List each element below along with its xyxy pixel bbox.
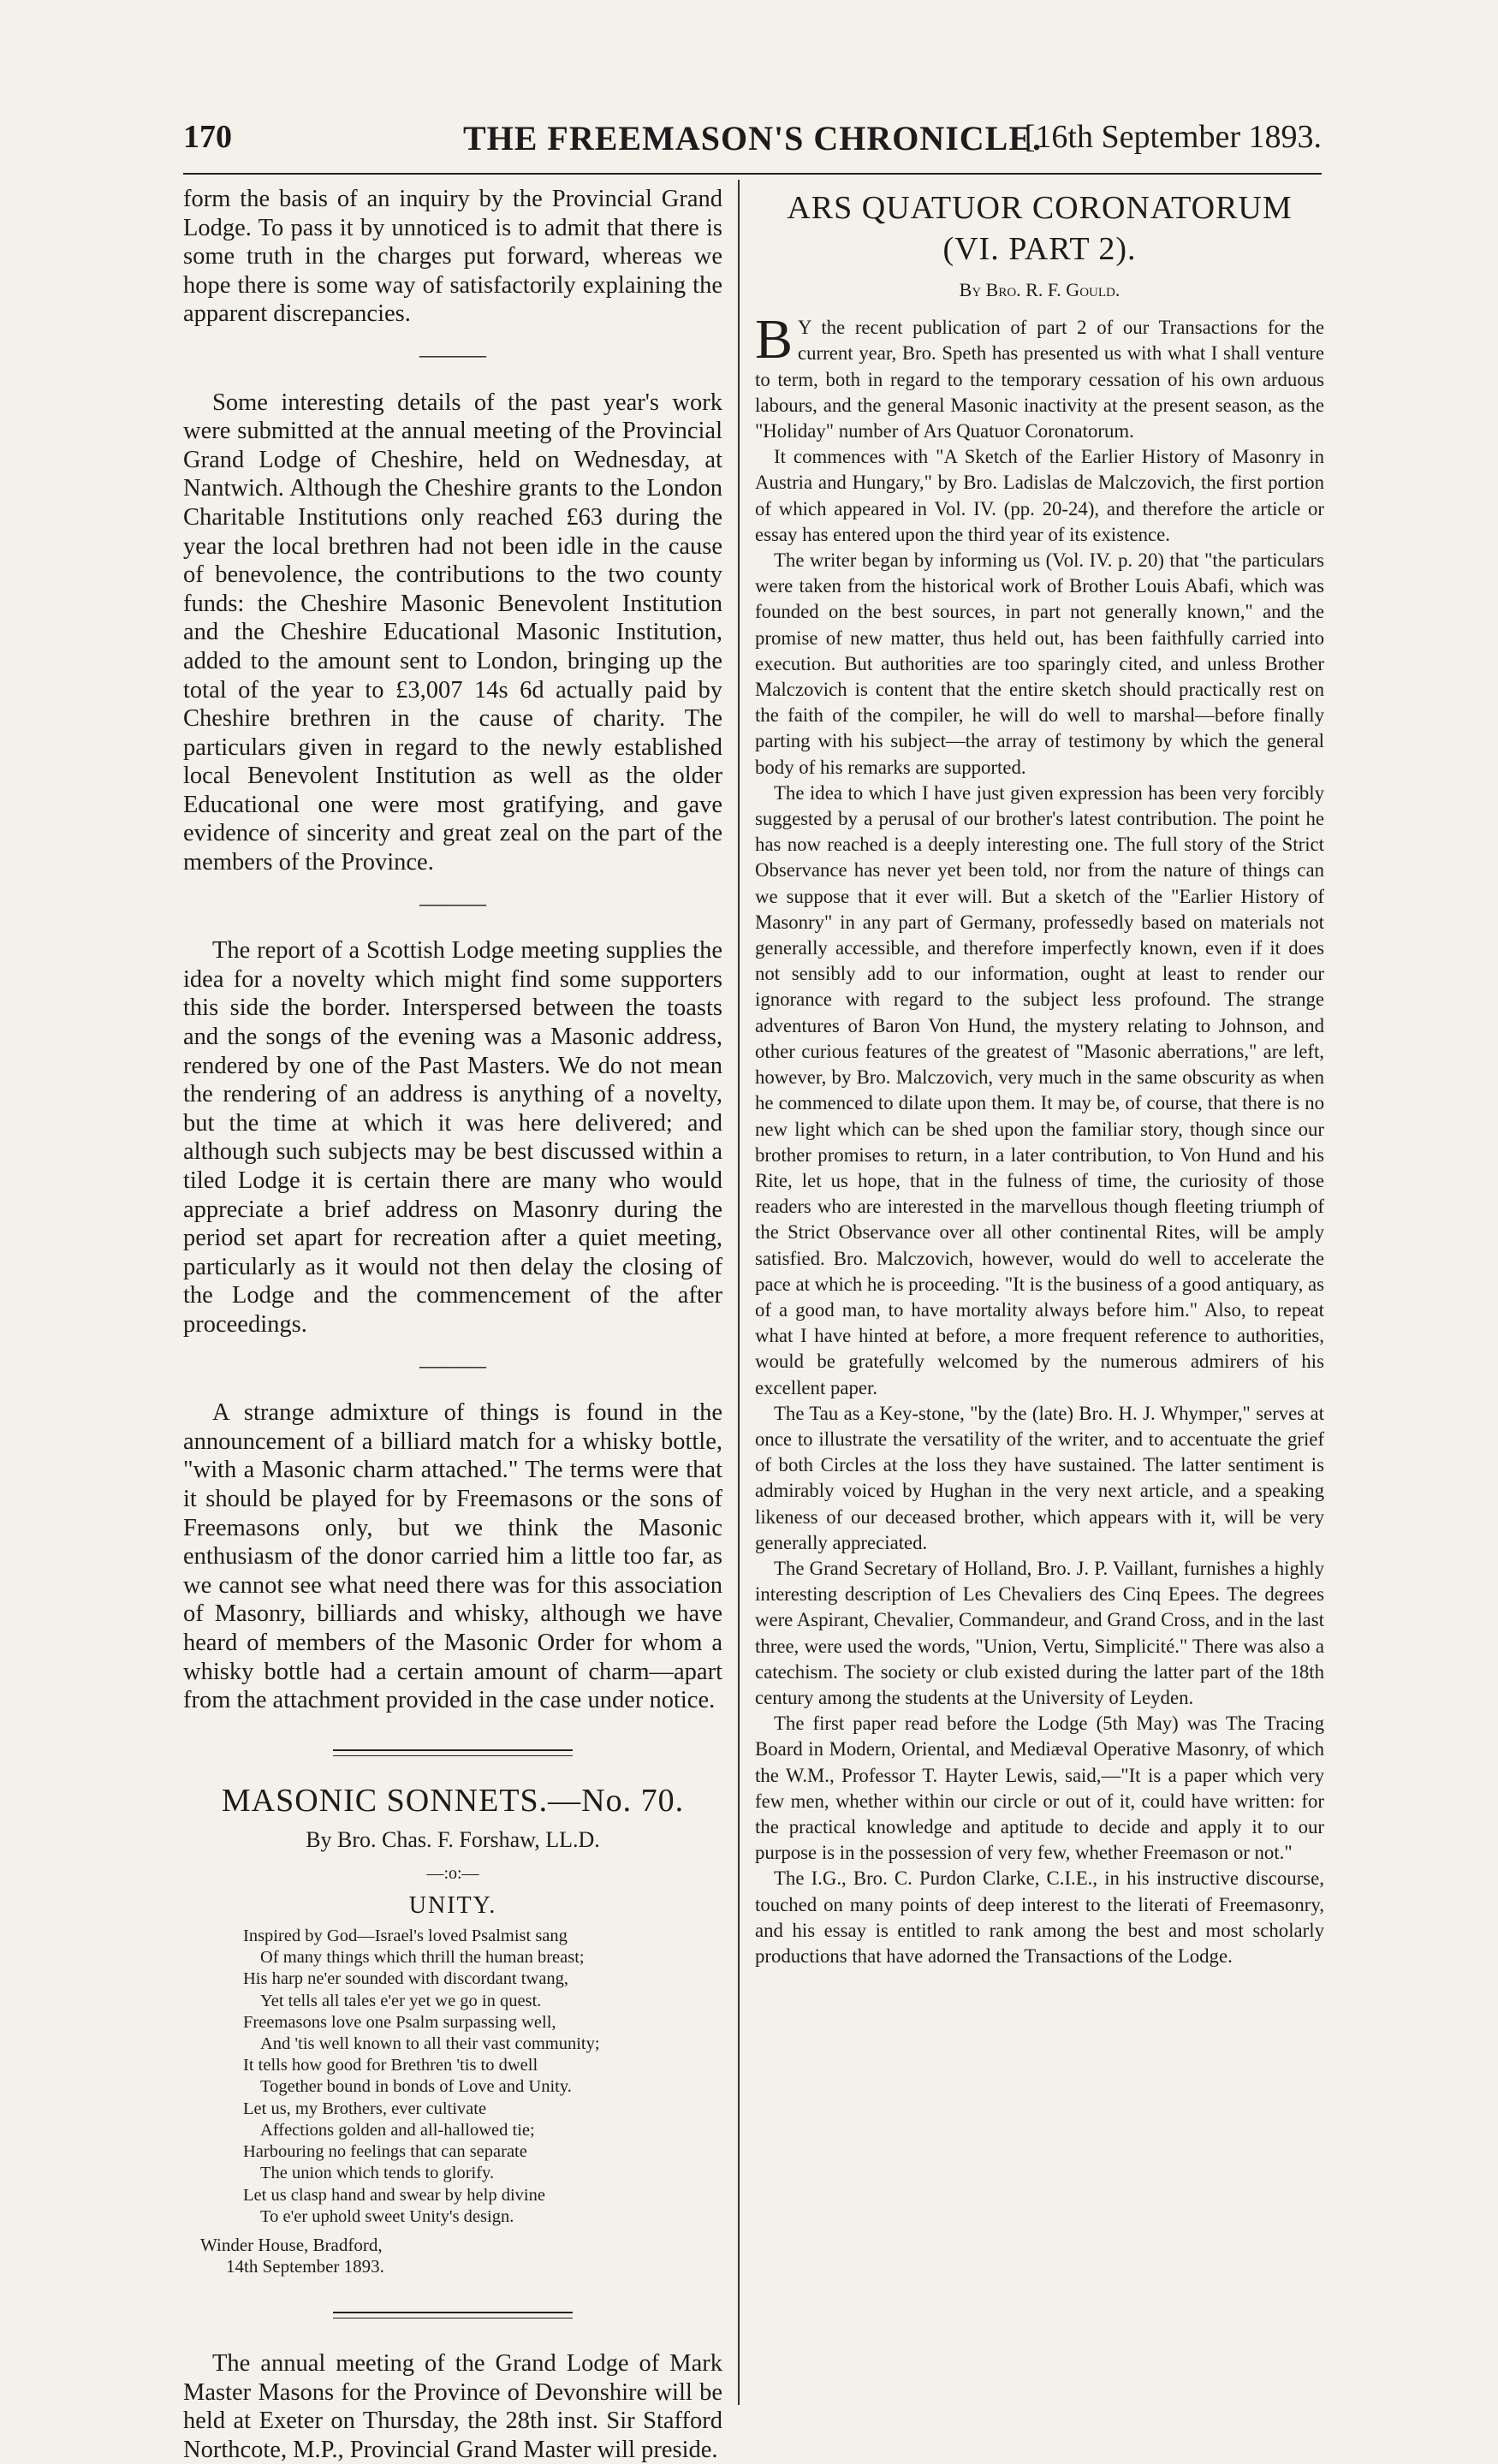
poem-line: Let us clasp hand and swear by help divine: [243, 2185, 545, 2205]
issue-date: [16th September 1893.: [1024, 119, 1322, 155]
right-paragraph-6: The Grand Secretary of Holland, Bro. J. P. Vaillant, furnishes a highly interesting description of Les Chevaliers des Cinq Epees. The degrees were Aspirant, Chevalier, Commandeur, and Grand Cross, and in the last three, were used the words, "Union, Vertu, Simplicité." There was also a catechism. The society or club existed during the latter part of the 18th century among the students at the University of Leyden.: [755, 1557, 1324, 1708]
right-paragraph-2: It commences with "A Sketch of the Earlier History of Masonry in Austria and Hungary," by Bro. Ladislas de Malczovich, the first portion of which appeared in Vol. IV. (pp. 20-24), and therefore the article or essay has entered upon the third year of its existence.: [755, 446, 1324, 545]
poem-line: His harp ne'er sounded with discordant twang,: [243, 1969, 569, 1989]
poem-line: Affections golden and all-hallowed tie;: [260, 2120, 535, 2140]
page-number: 170: [183, 119, 232, 155]
poem-line: Harbouring no feelings that can separate: [243, 2142, 527, 2162]
header-rule: [183, 173, 1322, 175]
poem-line: Let us, my Brothers, ever cultivate: [243, 2099, 487, 2118]
poem-line: To e'er uphold sweet Unity's design.: [260, 2206, 514, 2226]
article-byline: By Bro. R. F. Gould.: [959, 279, 1121, 300]
left-paragraph-billiard: A strange admixture of things is found in the announcement of a billiard match for a whisky bottle, "with a Masonic charm attached." The terms were that it should be played for by Freemasons or the sons of Freemasons only, but we think the Masonic enthusiasm of the donor carried him a little too far, as we cannot see what need there was for this association of Masonry, billiards and whisky, although we have heard of members of the Masonic Order for whom a whisky bottle had a certain amount of charm—apart from the attachment provided in the case under notice.: [183, 1399, 722, 1714]
page-header: [183, 118, 1322, 171]
left-paragraph-scottish-lodge: The report of a Scottish Lodge meeting supplies the idea for a novelty which might find some supporters this side the border. Interspersed between the toasts and the songs of the evening was a Masonic address, rendered by one of the Past Masters. We do not mean the rendering of an address is anything of a novelty, but the time at which it was here delivered; and although such subjects may be best discussed within a tiled Lodge it is certain there are many who would appreciate a brief address on Masonry during the period set apart for recreation after a quiet meeting, particularly as it would not then delay the closing of the Lodge and the commencement of the after proceedings.: [183, 937, 722, 1338]
double-rule: [333, 2312, 573, 2319]
ornament-rule: —:o:—: [426, 1863, 479, 1883]
poem-line: Freemasons love one Psalm surpassing well,: [243, 2012, 556, 2032]
right-paragraph-1: B Y the recent publication of part 2 of our Transactions for the current year, Bro. Speth has presented us with what I shall venture to term, both in regard to the temporary cessation of his own arduous labours, and the general Masonic inactivity at the present season, as the "Holiday" number of Ars Quatuor Coronatorum.: [755, 308, 1324, 442]
drop-cap: B: [755, 308, 794, 371]
left-paragraph-1: form the basis of an inquiry by the Provincial Grand Lodge. To pass it by unnoticed is to admit that there is some truth in the charges put forward, whereas we hope there is some way of satisfactorily explaining the apparent discrepancies.: [183, 186, 722, 328]
right-paragraph-8: The I.G., Bro. C. Purdon Clarke, C.I.E., in his instructive discourse, touched on many points of deep interest to the literati of Freemasonry, and his essay is entitled to rank among the best and most scholarly productions that have adorned the Transactions of the Lodge.: [755, 1867, 1324, 1967]
left-paragraph-cheshire: Some interesting details of the past year's work were submitted at the annual meeting of the Provincial Grand Lodge of Cheshire, held on Wednesday, at Nantwich. Although the Cheshire grants to the London Charitable Institutions only reached £63 during the year the local brethren had not been idle in the cause of benevolence, the contributions to the two county funds: the Cheshire Masonic Benevolent Institution and the Cheshire Educational Masonic Institution, added to the amount sent to London, bringing up the total of the year to £3,007 14s 6d actually paid by Cheshire brethren in the cause of charity. The particulars given in regard to the newly established local Benevolent Institution as well as the older Educational one were most gratifying, and gave evidence of sincerity and great zeal on the part of the members of the Province.: [183, 389, 722, 876]
left-paragraph-mark-masons: The annual meeting of the Grand Lodge of Mark Master Masons for the Province of Devonshire will be held at Exeter on Thursday, the 28th inst. Sir Stafford Northcote, M.P., Provincial Grand Master will preside.: [183, 2349, 722, 2463]
sonnet-title: UNITY.: [408, 1892, 497, 1920]
section-dash: ———: [419, 1352, 486, 1378]
left-column: [183, 185, 722, 2464]
right-paragraph-3: The writer began by informing us (Vol. IV. p. 20) that "the particulars were taken from the historical work of Brother Louis Abafi, which was founded on the best sources, in part not generally known," and the promise of new matter, thus held out, has been faithfully carried into execution. But authorities are too sparingly cited, and unless Brother Malczovich is content that the entire sketch should practically rest on the faith of the compiler, he will do well to marshal—before finally parting with his subject—the array of testimony by which the general body of his remarks are supported.: [755, 549, 1324, 778]
signature-date: 14th September 1893.: [226, 2255, 384, 2277]
double-rule: [333, 1749, 573, 1756]
poem-line: Of many things which thrill the human breast;: [260, 1948, 585, 1968]
right-paragraph-4: The idea to which I have just given expression has been very forcibly suggested by a perusal of our brother's latest contribution. The point he has now reached is a deeply interesting one. The full story of the Strict Observance has never yet been told, nor from the nature of things can we suppose that it ever will. But a sketch of the "Earlier History of Masonry" in any part of Germany, professedly based on materials not generally accessible, and therefore imperfectly known, even if it does not sensibly add to our information, ought at least to render our ignorance with regard to the subject less profound. The strange adventures of Baron Von Hund, the mystery relating to Johnson, and other curious features of the greatest of "Masonic aberrations," are left, however, by Bro. Malczovich, very much in the same obscurity as when he commenced to dilate upon them. It may be, of course, that there is no new light which can be shed upon the familiar story, though since our brother promises to return, in a later contribution, to Von Hund and his Rite, let us hope, that in the fulness of time, the curiosity of those readers who are interested in the marvellous though fleeting triumph of the Strict Observance over all other continental Rites, will be amply satisfied. Bro. Malczovich, however, would do well to accelerate the pace at which he is proceeding. "It is the business of a good antiquary, as of a good man, to have mortality always before him." Also, to repeat what I have hinted at before, a more frequent reference to authorities, would be gratefully welcomed by the numerous admirers of his excellent paper.: [755, 781, 1324, 1398]
section-dash: ———: [419, 341, 486, 367]
right-paragraph-5: The Tau as a Key-stone, "by the (late) Bro. H. J. Whymper," serves at once to illustrate the versatility of the writer, and to accentuate the grief of both Circles at the loss they have sustained. The latter sentiment is admirably voiced by Hughan in the very next article, and a speaking likeness of our deceased brother, which appears with it, will be very generally appreciated.: [755, 1402, 1324, 1553]
sonnet-heading: MASONIC SONNETS.—No. 70.: [221, 1782, 685, 1819]
sonnet-byline: By Bro. Chas. F. Forshaw, LL.D.: [306, 1827, 600, 1853]
article-title: ARS QUATUOR CORONATORUM: [787, 190, 1293, 226]
poem-line: Together bound in bonds of Love and Unity.: [260, 2077, 572, 2097]
poem-line: The union which tends to glorify.: [260, 2164, 495, 2183]
poem-line: Inspired by God—Israel's loved Psalmist sang: [243, 1927, 568, 1946]
right-column: [755, 185, 1324, 1969]
right-paragraph-7: The first paper read before the Lodge (5th May) was The Tracing Board in Modern, Oriental, and Mediæval Operative Masonry, of which the W.M., Professor T. Hayter Lewis, said,—"It is a paper which very few men, whether within our circle or out of it, could have written: for the practical knowledge and aptitude to decide and apply it to our purpose is in the possession of very few, whether Freemason or not.": [755, 1713, 1324, 1864]
publication-title: THE FREEMASON'S CHRONICLE.: [462, 119, 1043, 157]
signature-place: Winder House, Bradford,: [200, 2234, 383, 2255]
section-dash: ———: [419, 890, 486, 916]
poem-line: And 'tis well known to all their vast community;: [260, 2034, 600, 2054]
sonnet-poem: [183, 1926, 722, 2228]
poem-line: Yet tells all tales e'er yet we go in quest.: [260, 1991, 542, 2010]
article-subtitle: (VI. PART 2).: [942, 231, 1137, 267]
poem-line: It tells how good for Brethren 'tis to dwell: [243, 2056, 538, 2075]
poem-signature: [183, 2235, 722, 2277]
column-divider: [738, 180, 740, 2405]
